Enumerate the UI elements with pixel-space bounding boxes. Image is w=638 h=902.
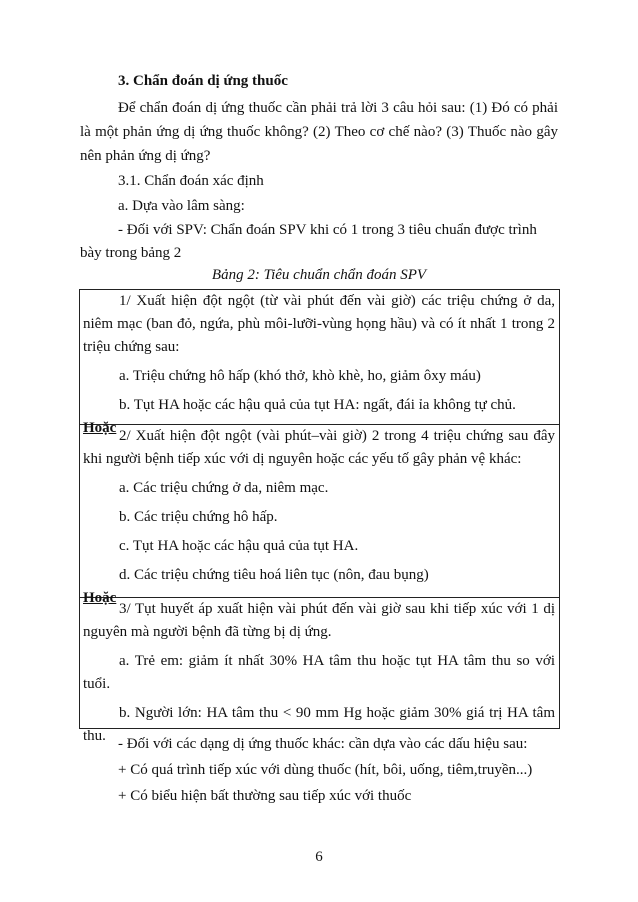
section-heading: 3. Chẩn đoán dị ứng thuốc — [118, 73, 288, 89]
criterion-2-cell — [80, 425, 559, 606]
criterion-3-item-a: a. Trẻ em: giảm ít nhất 30% HA tâm thu hoặc tụt HA tâm thu so với tuổi. — [83, 653, 555, 692]
intro-paragraph: Để chẩn đoán dị ứng thuốc cần phải trả lời 3 câu hỏi sau: (1) Đó có phải là một phản ứng dị ứng thuốc không? (2) Theo cơ chế nào? (3) Thuốc nào gây nên phản ứng dị ứng? — [80, 100, 558, 164]
criterion-1-item-a: a. Triệu chứng hô hấp (khó thở, khò khè, ho, giảm ôxy máu) — [119, 368, 481, 384]
criterion-1-item-b: b. Tụt HA hoặc các hậu quả của tụt HA: ngất, đái ỉa không tự chủ. — [119, 397, 516, 413]
spv-intro-line1: - Đối với SPV: Chẩn đoán SPV khi có 1 trong 3 tiêu chuẩn được trình — [118, 222, 537, 238]
criterion-1-text: 1/ Xuất hiện đột ngột (từ vài phút đến vài giờ) các triệu chứng ở da, niêm mạc (ban đỏ, ngứa, phù môi-lưỡi-vùng họng hầu) và có ít nhất 1 trong 2 triệu chứng sau: — [83, 293, 555, 355]
criterion-3-item-b: b. Người lớn: HA tâm thu < 90 mm Hg hoặc giảm 30% giá trị HA tâm thu. — [83, 705, 555, 744]
or-label: Hoặc — [83, 420, 117, 436]
criterion-2-item-b: b. Các triệu chứng hô hấp. — [119, 509, 278, 525]
page-number: 6 — [315, 849, 323, 865]
criterion-3-text: 3/ Tụt huyết áp xuất hiện vài phút đến vài giờ sau khi tiếp xúc với 1 dị nguyên mà người bệnh đã từng bị dị ứng. — [83, 601, 555, 640]
or-label: Hoặc — [83, 590, 117, 606]
item-a-clinical: a. Dựa vào lâm sàng: — [118, 198, 245, 214]
subsection-heading: 3.1. Chẩn đoán xác định — [118, 173, 264, 189]
plus-item-1: + Có quá trình tiếp xúc với dùng thuốc (hít, bôi, uống, tiêm,truyền...) — [118, 762, 533, 778]
criterion-2-item-d: d. Các triệu chứng tiêu hoá liên tục (nôn, đau bụng) — [119, 567, 429, 583]
criterion-1-cell — [80, 290, 559, 436]
criterion-2-item-c: c. Tụt HA hoặc các hậu quả của tụt HA. — [119, 538, 359, 554]
criterion-2-item-a: a. Các triệu chứng ở da, niêm mạc. — [119, 480, 329, 496]
spv-intro-line2: bày trong bảng 2 — [80, 245, 182, 261]
criterion-2-text: 2/ Xuất hiện đột ngột (vài phút–vài giờ) 2 trong 4 triệu chứng sau đây khi người bệnh tiếp xúc với dị nguyên hoặc các yếu tố gây phản vệ khác: — [83, 428, 555, 467]
table-caption: Bảng 2: Tiêu chuẩn chẩn đoán SPV — [211, 267, 427, 283]
plus-item-2: + Có biểu hiện bất thường sau tiếp xúc với thuốc — [118, 788, 412, 804]
other-types-line: - Đối với các dạng dị ứng thuốc khác: cần dựa vào các dấu hiệu sau: — [118, 736, 528, 752]
